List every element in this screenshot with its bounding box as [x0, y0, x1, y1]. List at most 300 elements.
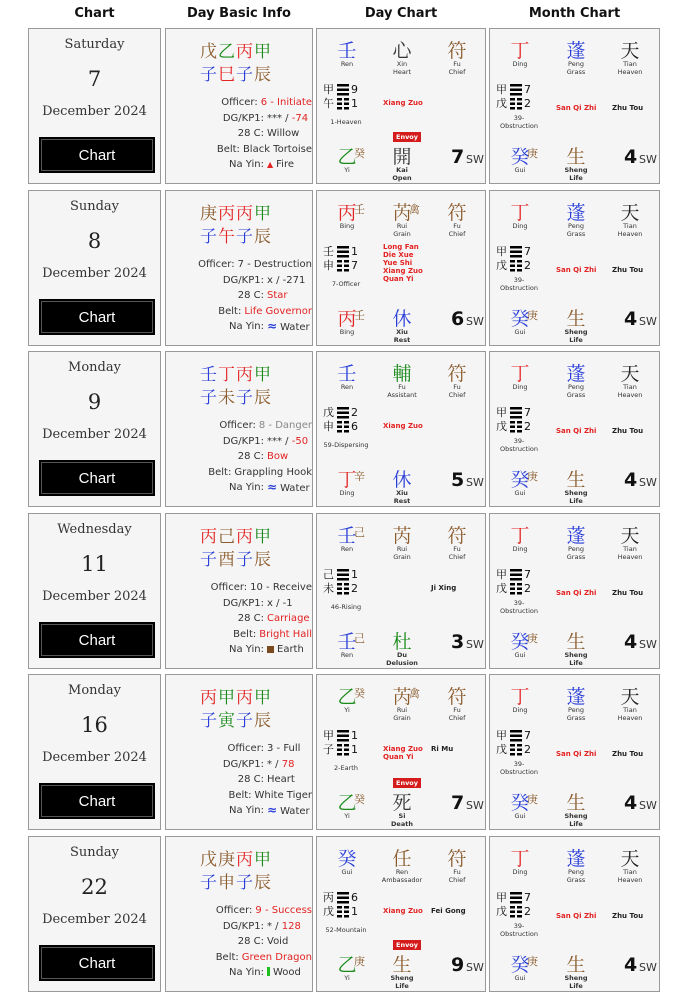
- month-top-star-pinyin: Peng Grass: [566, 383, 586, 399]
- day-basic-info-cell: [165, 190, 313, 346]
- belt-label: Belt:: [208, 466, 232, 478]
- day-chart-cell: [316, 190, 486, 346]
- hexagram-char: 申: [323, 259, 334, 272]
- officer-label: Officer:: [198, 259, 235, 270]
- month-top-star: [558, 849, 594, 884]
- day-star: Xiang Zuo: [383, 99, 423, 107]
- nayin-label: Na Yin:: [228, 159, 264, 170]
- day-of-week: Saturday: [64, 37, 125, 52]
- belt-line: [166, 788, 312, 804]
- nayin-line: [166, 642, 312, 658]
- month-top-stem-pinyin: Ding: [512, 60, 528, 68]
- day-chart-cell: [316, 28, 486, 184]
- day-of-week: Wednesday: [57, 522, 132, 537]
- hexagram-row: [323, 245, 358, 259]
- hexagram-number: 2: [351, 406, 358, 419]
- officer-label: Officer:: [219, 420, 256, 431]
- hexagram-char: 甲: [496, 729, 507, 742]
- hexagram-char: 甲: [496, 83, 507, 96]
- stem-char: 丙: [236, 850, 254, 870]
- palace-top-deity: [441, 364, 473, 399]
- chart-button[interactable]: Chart: [39, 945, 155, 981]
- earthly-branches: [200, 60, 272, 85]
- hexagram-title: Obstruction: [500, 283, 538, 292]
- palace-top-star-char: 芮: [392, 202, 412, 224]
- month-hexagram-name: [494, 277, 544, 292]
- dgkp-value: [267, 596, 293, 612]
- month-top-star-char: 蓬: [566, 686, 586, 708]
- envoy-badge: Envoy: [393, 778, 421, 788]
- month-star-dark: Zhu Tou: [612, 266, 644, 274]
- stem-char: 甲: [254, 850, 272, 870]
- hexagram-row: [323, 420, 358, 434]
- palace-bottom-stem-sup: 己: [354, 632, 365, 645]
- palace-top-left-stem-sup: 癸: [354, 687, 365, 700]
- month-top-stem-pinyin: Ding: [512, 222, 528, 230]
- day-star: Yue Shi: [383, 259, 413, 267]
- officer-text: 8 - Danger: [258, 420, 312, 431]
- palace-top-star-pinyin: Rui Grain: [393, 706, 411, 722]
- belt-value: [242, 950, 312, 966]
- palace-number: 7: [451, 792, 465, 814]
- date-cell: [28, 836, 161, 992]
- nayin-value: [267, 480, 310, 497]
- trigram-icon: [510, 407, 522, 419]
- palace-bottom-door: [383, 147, 421, 182]
- nayin-label: Na Yin:: [228, 482, 264, 493]
- hexagram-char: 戊: [496, 420, 507, 433]
- hexagram-row: [496, 420, 531, 434]
- palace-top-deity: [441, 687, 473, 722]
- date-cell: [28, 190, 161, 346]
- palace-bottom-door-pinyin: Kai Open: [392, 166, 412, 182]
- month-top-deity: [614, 687, 646, 722]
- earthly-branches: [200, 222, 272, 247]
- hexagram-number: 2: [524, 97, 531, 110]
- hexagram-name: 59-Dispersing: [323, 441, 369, 449]
- day-star-secondary: Ji Xing: [431, 584, 457, 592]
- branch-char: 子: [236, 388, 254, 408]
- palace-top-left-stem: [331, 687, 363, 715]
- hexagram-row: [323, 83, 358, 97]
- belt-text: Bright Hall: [259, 628, 312, 640]
- branch-char: 辰: [254, 388, 272, 408]
- month-bottom-door-pinyin: Sheng Life: [564, 812, 588, 828]
- palace-bottom-stem-pinyin: Yi: [344, 166, 350, 174]
- dgkp-label: DG/KP1:: [222, 920, 264, 932]
- day-of-week: Sunday: [69, 845, 120, 860]
- dgkp-label: DG/KP1:: [222, 597, 264, 609]
- constellation-value: [267, 288, 288, 304]
- month-bottom-stem: [504, 955, 536, 983]
- nayin-line: [166, 803, 312, 820]
- month-top-stem: [504, 849, 536, 877]
- dgkp-value: [267, 434, 308, 450]
- dgkp-label: DG/KP1:: [222, 274, 264, 286]
- day-star: Xiang Zuo: [383, 422, 423, 430]
- palace-bottom-door-char: 死: [392, 792, 412, 814]
- palace-bottom-door-char: 開: [392, 146, 412, 168]
- stem-char: 丙: [236, 204, 254, 224]
- hexagram-number: 1: [351, 905, 358, 918]
- dgkp-value: [267, 757, 294, 773]
- day-chart-cell: [316, 836, 486, 992]
- palace-number: 3: [451, 631, 465, 653]
- month-top-star: [558, 203, 594, 238]
- stem-char: 戊: [200, 42, 218, 62]
- palace-top-star: [381, 849, 423, 884]
- officer-value: [261, 95, 312, 111]
- belt-value: [255, 788, 312, 804]
- palace-top-deity-pinyin: Fu Chief: [448, 60, 466, 76]
- palace-top-star-sup: 禽: [409, 203, 420, 216]
- day-row: [0, 836, 680, 994]
- water-icon: ≈: [267, 319, 278, 333]
- stem-char: 丙: [218, 204, 236, 224]
- water-icon: ≈: [267, 480, 278, 494]
- day-stars: [383, 243, 423, 283]
- month-bottom-stem-pinyin: Gui: [514, 328, 526, 336]
- month-palace-number: 4: [624, 792, 638, 814]
- dgkp-label: DG/KP1:: [222, 758, 264, 770]
- belt-text: Grappling Hook: [234, 466, 312, 478]
- hexagram-char: 壬: [323, 245, 334, 258]
- dgkp-a: * /: [267, 758, 279, 770]
- month-star-red: San Qi Zhi: [556, 750, 597, 758]
- palace-top-star-char: 芮: [392, 525, 412, 547]
- stem-char: 壬: [200, 365, 218, 385]
- direction-label: SW: [466, 476, 484, 489]
- trigram-icon: [337, 906, 349, 918]
- month-hexagram-name: [494, 438, 544, 453]
- palace-bottom-stem-char: 乙: [337, 954, 357, 976]
- month-bottom-stem-pinyin: Gui: [514, 651, 526, 659]
- palace-bottom-stem-pinyin: Yi: [344, 812, 350, 820]
- info-list: [166, 95, 312, 173]
- palace-top-left-stem-char: 壬: [337, 363, 357, 385]
- day-chart-cell: [316, 674, 486, 830]
- hexagram-number: 2: [524, 420, 531, 433]
- month-chart-cell: [489, 836, 660, 992]
- palace-top-left-stem-char: 丙: [337, 202, 357, 224]
- palace-top-left-stem-pinyin: Yi: [344, 706, 350, 714]
- trigram-icon: [337, 744, 349, 756]
- hexagram-number: 7: [524, 83, 531, 96]
- month-direction-label: SW: [639, 799, 657, 812]
- day-star: Quan Yi: [383, 753, 414, 761]
- month-star-red: San Qi Zhi: [556, 912, 597, 920]
- chart-button[interactable]: Chart: [39, 137, 155, 173]
- month-top-stem-char: 丁: [510, 525, 530, 547]
- hexagram-name: 2-Earth: [334, 764, 358, 772]
- constellation-value: [267, 934, 288, 950]
- branch-char: 辰: [254, 227, 272, 247]
- hexagram-row: [323, 743, 358, 757]
- stem-char: 甲: [218, 688, 236, 708]
- branch-char: 子: [200, 873, 218, 893]
- nayin-line: [166, 480, 312, 497]
- info-list: [166, 418, 312, 497]
- constellation-label: 28 C:: [237, 451, 264, 462]
- belt-line: [166, 950, 312, 966]
- palace-top-star: [381, 687, 423, 722]
- trigram-icon: [510, 569, 522, 581]
- constellation-value: [267, 126, 299, 142]
- stem-char: 庚: [200, 204, 218, 224]
- hexagram-number: 2: [524, 743, 531, 756]
- month-hexagram: [496, 245, 531, 273]
- day-row: [0, 513, 680, 671]
- fire-icon: ▲: [267, 160, 274, 169]
- trigram-icon: [337, 421, 349, 433]
- day-chart-cell: [316, 513, 486, 669]
- branch-char: 辰: [254, 65, 272, 85]
- palace-bottom-door: [383, 793, 421, 828]
- hexagram-char: 戊: [323, 905, 334, 918]
- month-top-star-char: 蓬: [566, 848, 586, 870]
- trigram-icon: [337, 407, 349, 419]
- belt-value: [244, 304, 312, 320]
- chart-button[interactable]: Chart: [39, 622, 155, 658]
- palace-bottom-door: [383, 470, 421, 505]
- constellation-value: [267, 772, 295, 788]
- month-top-deity-pinyin: Tian Heaven: [617, 383, 643, 399]
- column-header-chart: Chart: [74, 6, 115, 21]
- direction-label: SW: [466, 638, 484, 651]
- day-basic-info-cell: [165, 351, 313, 507]
- month-top-deity-pinyin: Tian Heaven: [617, 868, 643, 884]
- month-palace-number: 4: [624, 631, 638, 653]
- constellation-text: Bow: [267, 451, 289, 462]
- month-top-star: [558, 41, 594, 76]
- month-bottom-stem-char: 癸: [510, 308, 530, 330]
- officer-text: 9 - Success: [255, 905, 312, 916]
- month-bottom-door-pinyin: Sheng Life: [564, 489, 588, 505]
- hexagram-char: 戊: [496, 582, 507, 595]
- hexagram-title: Obstruction: [500, 444, 538, 453]
- info-list: [166, 903, 312, 981]
- hexagram-row: [496, 245, 531, 259]
- hexagram-row: [323, 891, 358, 905]
- palace-top-left-stem-sup: 壬: [354, 203, 365, 216]
- month-direction-label: SW: [639, 315, 657, 328]
- palace-bottom-stem-sup: 庚: [354, 955, 365, 968]
- officer-value: [259, 418, 312, 434]
- palace-top-deity: [441, 526, 473, 561]
- month-chart-cell: [489, 28, 660, 184]
- day-star: Quan Yi: [383, 275, 414, 283]
- branch-char: 子: [200, 388, 218, 408]
- month-palace-number: 4: [624, 954, 638, 976]
- day-star-secondary: Ri Mu: [431, 745, 454, 753]
- constellation-text: Star: [267, 290, 288, 301]
- palace-bottom-stem-pinyin: Yi: [344, 974, 350, 982]
- palace-bottom-stem: [331, 147, 363, 175]
- palace-bottom-stem: [331, 632, 363, 660]
- palace-top-left-stem-char: 癸: [337, 848, 357, 870]
- hexagram-char: 戊: [496, 259, 507, 272]
- dgkp-line: [166, 919, 312, 935]
- constellation-line: [166, 449, 312, 465]
- constellation-label: 28 C:: [237, 774, 264, 785]
- hexagram-row: [323, 905, 358, 919]
- constellation-value: [267, 449, 288, 465]
- branch-char: 子: [236, 873, 254, 893]
- hexagram-char: 丙: [323, 891, 334, 904]
- heavenly-stems: [200, 522, 272, 547]
- palace-bottom-stem-char: 乙: [337, 146, 357, 168]
- nayin-line: [166, 157, 312, 173]
- chart-button[interactable]: Chart: [39, 460, 155, 496]
- water-icon: ≈: [267, 803, 278, 817]
- nayin-value: [267, 319, 310, 336]
- month-top-star-char: 蓬: [566, 525, 586, 547]
- day-basic-info-cell: [165, 674, 313, 830]
- hexagram-number: 1: [351, 729, 358, 742]
- month-top-stem-char: 丁: [510, 848, 530, 870]
- officer-line: [166, 580, 312, 596]
- direction-label: SW: [466, 799, 484, 812]
- month-bottom-door: [558, 309, 594, 344]
- day-row: [0, 351, 680, 509]
- hexagram-number: 7: [524, 568, 531, 581]
- month-chart-cell: [489, 674, 660, 830]
- palace-bottom-stem-sup: 癸: [354, 793, 365, 806]
- dgkp-a: * /: [267, 920, 279, 932]
- stem-char: 甲: [254, 365, 272, 385]
- palace-bottom-stem-sup: 壬: [354, 309, 365, 322]
- palace-top-left-stem-sup: 己: [354, 526, 365, 539]
- month-bottom-door-char: 生: [566, 792, 586, 814]
- palace-top-star: [381, 41, 423, 76]
- month-bottom-stem-char: 癸: [510, 469, 530, 491]
- dgkp-value: [267, 919, 301, 935]
- wood-icon: [267, 967, 270, 976]
- day-number: 11: [81, 552, 108, 576]
- palace-top-star: [381, 203, 423, 238]
- month-top-deity-char: 天: [620, 202, 640, 224]
- month-top-deity-char: 天: [620, 686, 640, 708]
- hexagram-number: 6: [351, 891, 358, 904]
- officer-line: [166, 741, 312, 757]
- belt-label: Belt:: [218, 305, 242, 317]
- month-chart-cell: [489, 190, 660, 346]
- month-top-star-pinyin: Peng Grass: [566, 545, 586, 561]
- hexagram-row: [496, 568, 531, 582]
- belt-text: Life Governor: [244, 305, 312, 317]
- month-hexagram-name: [494, 923, 544, 938]
- month-bottom-stem-char: 癸: [510, 792, 530, 814]
- day-stars: [383, 422, 423, 430]
- branch-char: 子: [200, 227, 218, 247]
- branch-char: 辰: [254, 711, 272, 731]
- palace-top-deity: [441, 849, 473, 884]
- nayin-line: [166, 965, 312, 981]
- hexagram-row: [323, 582, 358, 596]
- trigram-icon: [337, 583, 349, 595]
- month-chart-cell: [489, 513, 660, 669]
- day-star: Xiang Zuo: [383, 267, 423, 275]
- month-bottom-stem-pinyin: Gui: [514, 974, 526, 982]
- day-star: Xiang Zuo: [383, 907, 423, 915]
- hexagram-char: 午: [323, 97, 334, 110]
- palace-bottom-stem-sup: 辛: [354, 470, 365, 483]
- constellation-text: Carriage: [267, 613, 310, 624]
- nayin-text: Water: [280, 806, 310, 817]
- nayin-text: Earth: [277, 644, 304, 655]
- nayin-value: [267, 965, 301, 981]
- nayin-label: Na Yin:: [228, 805, 264, 816]
- hexagram-id: 39-: [513, 760, 525, 768]
- month-top-star-pinyin: Peng Grass: [566, 60, 586, 76]
- month-bottom-door-char: 生: [566, 954, 586, 976]
- month-bottom-stem-sup: 庚: [527, 470, 538, 483]
- trigram-icon: [337, 569, 349, 581]
- column-header-day-basic-info: Day Basic Info: [187, 6, 291, 21]
- month-star-red: San Qi Zhi: [556, 104, 597, 112]
- stem-char: 己: [218, 527, 236, 547]
- branch-char: 寅: [218, 711, 236, 731]
- officer-line: [166, 418, 312, 434]
- envoy-badge: Envoy: [393, 940, 421, 950]
- nayin-value: [267, 642, 304, 658]
- nayin-label: Na Yin:: [228, 644, 264, 655]
- hexagram-number: 9: [351, 83, 358, 96]
- constellation-line: [166, 934, 312, 950]
- hexagram-char: 甲: [496, 245, 507, 258]
- month-star-dark: Zhu Tou: [612, 427, 644, 435]
- hexagram-char: 甲: [496, 406, 507, 419]
- hexagram: [323, 83, 358, 111]
- month-top-stem-pinyin: Ding: [512, 383, 528, 391]
- hexagram-title: Obstruction: [500, 606, 538, 615]
- constellation-line: [166, 126, 312, 142]
- hexagram-row: [496, 83, 531, 97]
- palace-bottom-stem: [331, 793, 363, 821]
- month-hexagram: [496, 406, 531, 434]
- hexagram-number: 2: [524, 905, 531, 918]
- stem-char: 丙: [236, 42, 254, 62]
- chart-button[interactable]: Chart: [39, 783, 155, 819]
- month-top-deity-pinyin: Tian Heaven: [617, 60, 643, 76]
- chart-button[interactable]: Chart: [39, 299, 155, 335]
- constellation-line: [166, 288, 312, 304]
- hexagram: [323, 406, 358, 434]
- palace-bottom-door-char: 休: [392, 469, 412, 491]
- date-cell: [28, 351, 161, 507]
- month-hexagram: [496, 83, 531, 111]
- palace-number: 7: [451, 146, 465, 168]
- palace-bottom-stem: [331, 309, 363, 337]
- month-year: December 2024: [42, 750, 147, 765]
- month-bottom-stem-sup: 庚: [527, 793, 538, 806]
- month-bottom-door: [558, 955, 594, 990]
- month-top-star-char: 蓬: [566, 202, 586, 224]
- column-header-day-chart: Day Chart: [364, 6, 438, 21]
- month-star-dark: Zhu Tou: [612, 589, 644, 597]
- hexagram-number: 7: [524, 891, 531, 904]
- month-year: December 2024: [42, 912, 147, 927]
- hexagram-number: 1: [351, 97, 358, 110]
- branch-char: 午: [218, 227, 236, 247]
- palace-number: 9: [451, 954, 465, 976]
- palace-top-deity-char: 符: [447, 40, 467, 62]
- stem-char: 丙: [200, 527, 218, 547]
- heavenly-stems: [200, 683, 272, 708]
- hexagram-title: Obstruction: [500, 767, 538, 776]
- palace-bottom-stem-char: 乙: [337, 792, 357, 814]
- hexagram-number: 7: [524, 245, 531, 258]
